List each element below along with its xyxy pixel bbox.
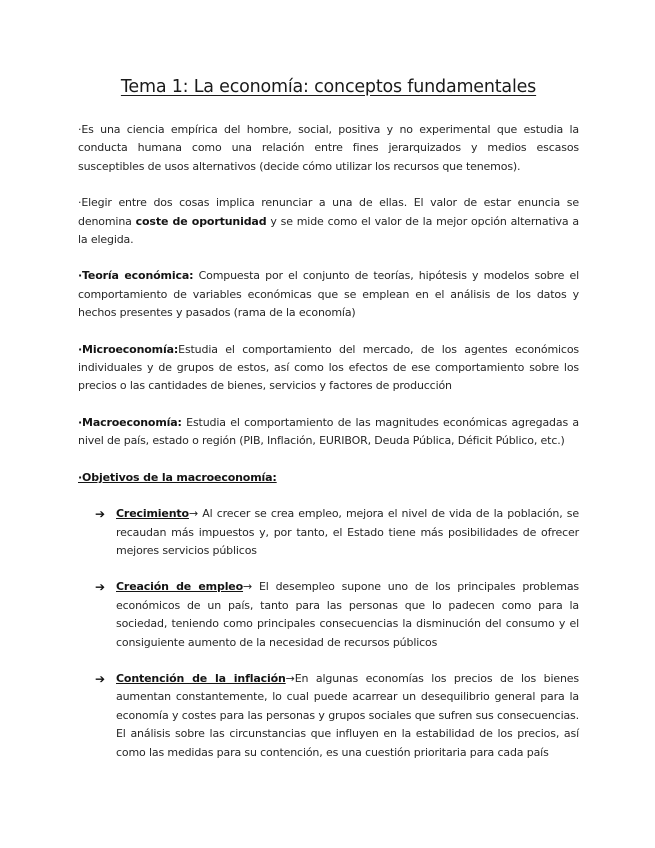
inflation-text: →En algunas economías los precios de los bienes aumentan constantemente, lo cual puede acarrear un desequilibrio general para la economía y costes para las personas y grupos sociales que sufren sus consecuencias. El análisis sobre las circunstancias que influyen en la estabilidad de los precios, así como las medidas para su contención, es una cuestión prioritaria para cada país bbox=[116, 671, 579, 759]
paragraph-economic-theory bbox=[78, 267, 579, 322]
employment-text: → El desempleo supone uno de los principales problemas económicos de un país, tanto para las personas que lo padecen como para la sociedad, teniendo como principales consecuencias la disminución del consumo y el consiguiente aumento de la necesidad de recursos públicos bbox=[116, 580, 579, 649]
paragraph-definition: ·Es una ciencia empírica del hombre, social, positiva y no experimental que estudia la conducta humana como una relación entre fines jerarquizados y medios escasos susceptibles de usos alternativos (decide cómo utilizar los recursos que tenemos). bbox=[78, 123, 579, 173]
paragraph-microeconomics bbox=[78, 341, 579, 396]
opportunity-cost-post: y se mide como el valor de la mejor opción alternativa a la elegida. bbox=[78, 214, 579, 247]
employment-term: Creación de empleo bbox=[116, 580, 244, 594]
growth-text: → Al crecer se crea empleo, mejora el nivel de vida de la población, se recaudan más impuestos y, por tanto, el Estado tiene más posibilidades de ofrecer mejores servicios públicos bbox=[116, 507, 579, 557]
macroeconomics-text: Estudia el comportamiento de las magnitudes económicas agregadas a nivel de país, estado o región (PIB, Inflación, EURIBOR, Deuda Pública, Déficit Público, etc.) bbox=[78, 415, 579, 448]
microeconomics-text: Estudia el comportamiento del mercado, de los agentes económicos individuales y de grupos de estos, así como los efectos de ese comportamiento sobre los precios o las cantidades de bienes, servicios y factores de producción bbox=[78, 342, 579, 393]
microeconomics-term: ·Microeconomía: bbox=[78, 342, 179, 356]
growth-term: Crecimiento bbox=[116, 507, 189, 521]
economic-theory-term: ·Teoría económica: bbox=[78, 269, 194, 283]
inflation-term: Contención de la inflación bbox=[116, 671, 286, 685]
list-item-employment bbox=[78, 578, 579, 652]
arrow-bullet-icon: ➔ bbox=[95, 507, 105, 522]
list-item-inflation bbox=[78, 670, 579, 762]
objectives-list bbox=[78, 505, 579, 762]
arrow-bullet-icon: ➔ bbox=[95, 671, 105, 686]
list-item-growth bbox=[78, 505, 579, 560]
opportunity-cost-term: coste de oportunidad bbox=[135, 214, 267, 228]
paragraph-macroeconomics bbox=[78, 414, 579, 451]
opportunity-cost-pre: ·Elegir entre dos cosas implica renunciar a una de ellas. El valor de estar enuncia se denomina bbox=[78, 196, 579, 228]
objectives-heading bbox=[78, 469, 579, 487]
paragraph-opportunity-cost bbox=[78, 194, 579, 249]
arrow-bullet-icon: ➔ bbox=[95, 580, 105, 595]
economic-theory-text: Compuesta por el conjunto de teorías, hipótesis y modelos sobre el comportamiento de variables económicas que se emplean en el análisis de los datos y hechos presentes y pasados (rama de la economía) bbox=[78, 269, 579, 320]
page-title: Tema 1: La economía: conceptos fundamentales bbox=[120, 77, 537, 97]
objectives-heading-text: ·Objetivos de la macroeconomía: bbox=[78, 470, 277, 484]
macroeconomics-term: ·Macroeconomía: bbox=[78, 415, 182, 429]
